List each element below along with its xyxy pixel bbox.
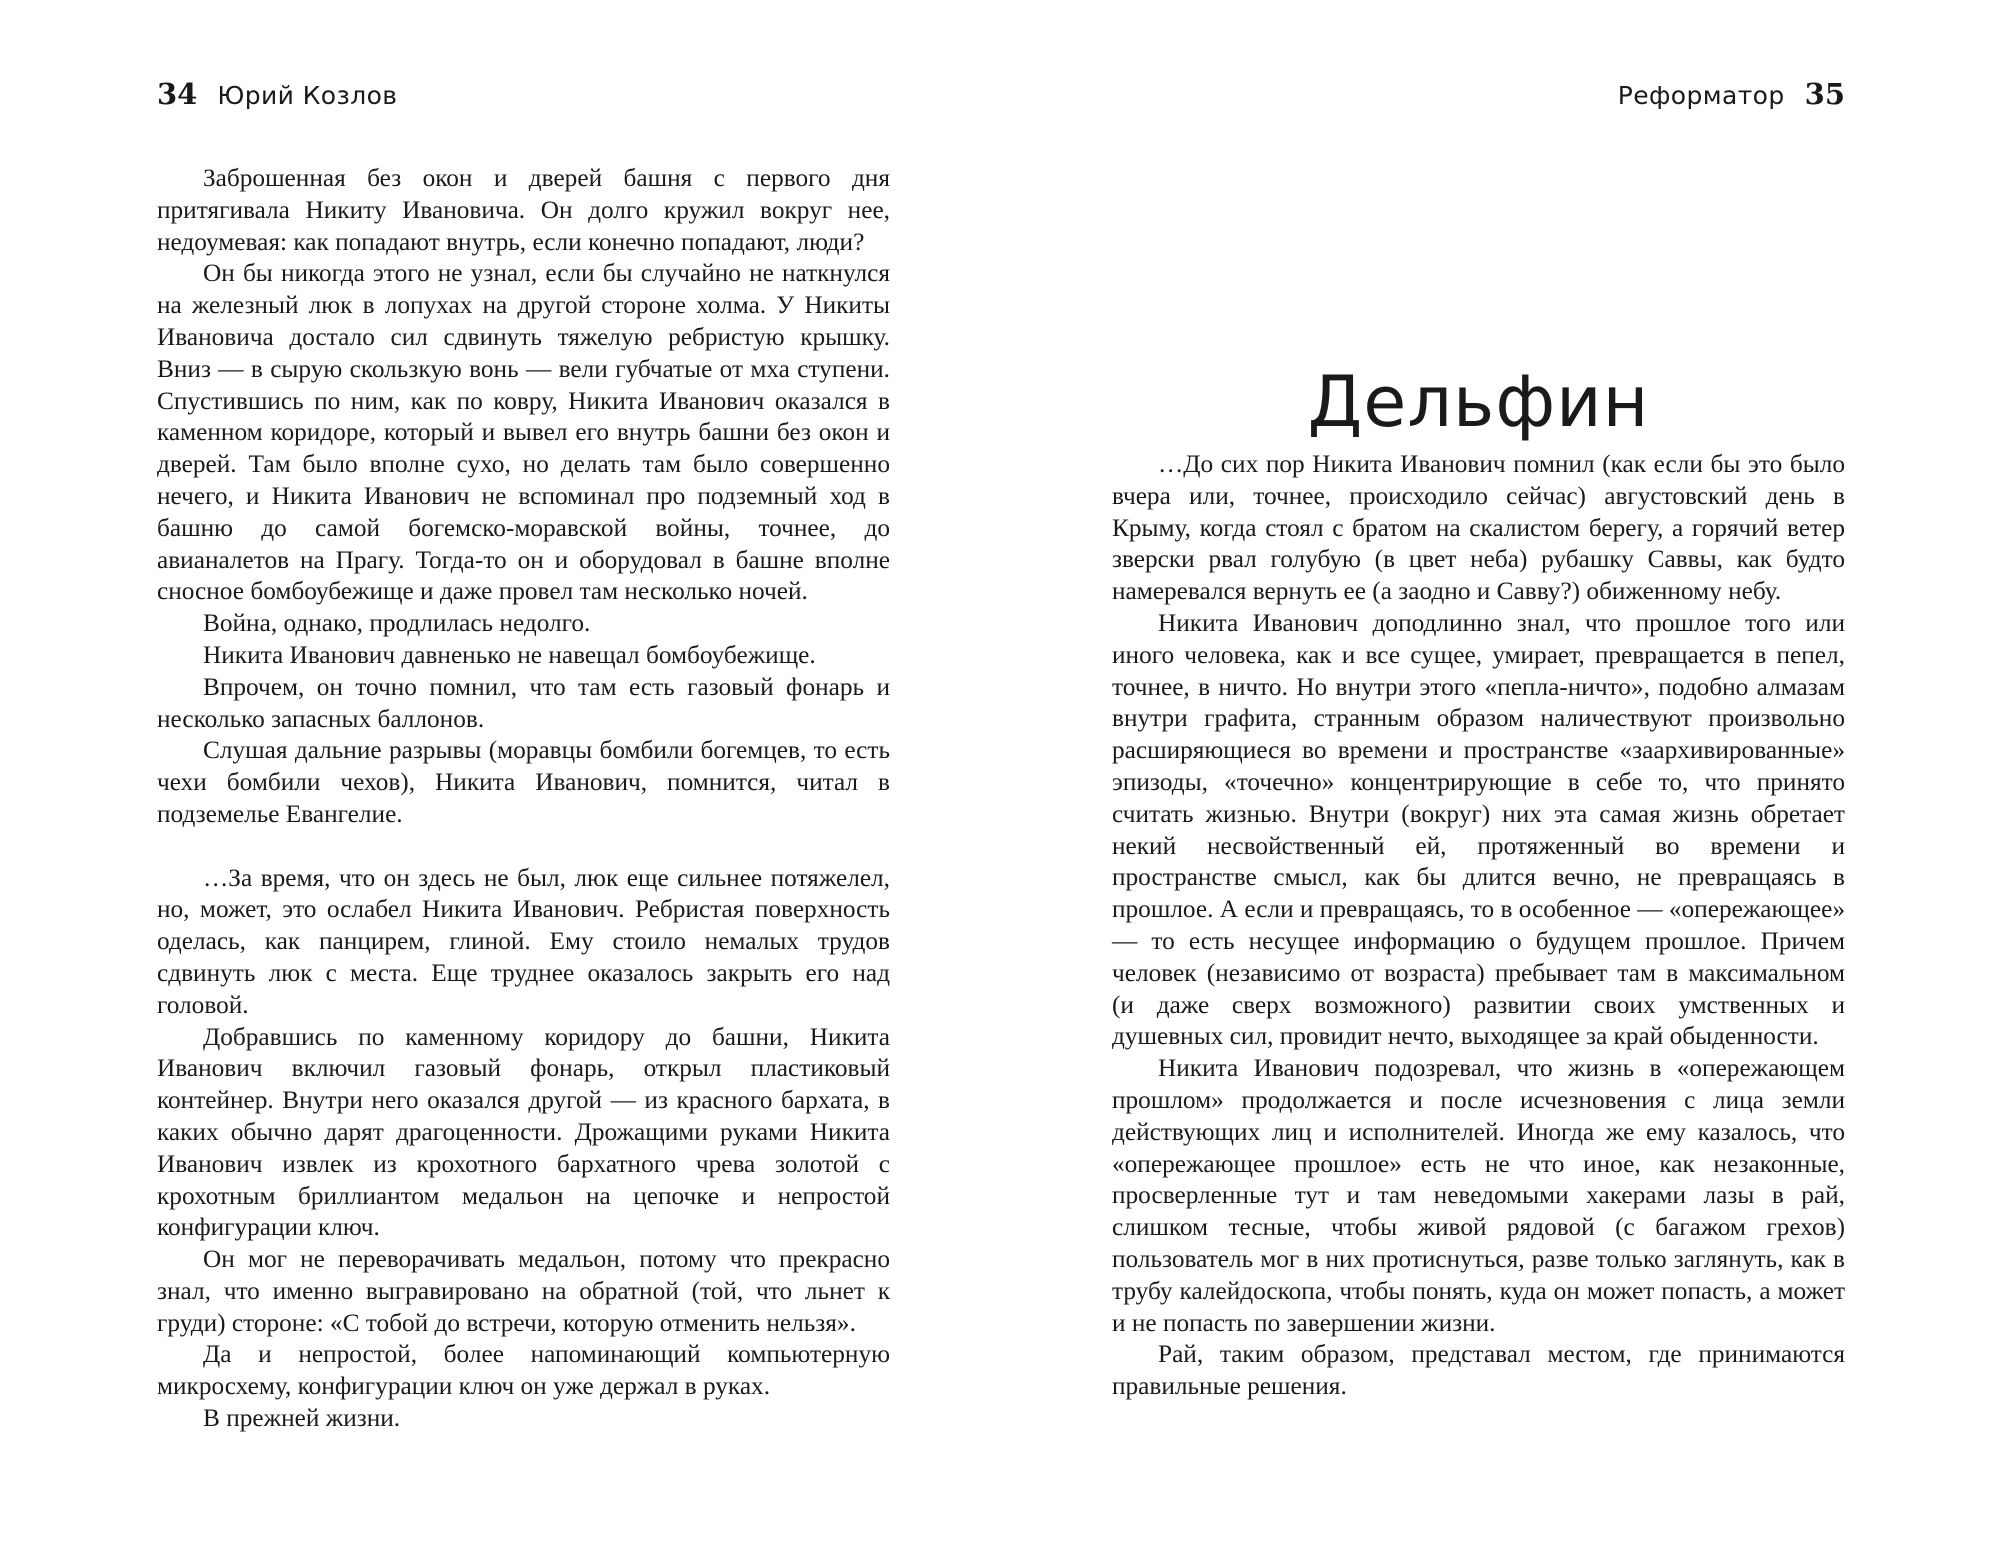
paragraph: Впрочем, он точно помнил, что там есть газовый фонарь и несколько запасных баллонов. [157, 672, 890, 733]
chapter-title: Дельфин [1307, 360, 1650, 443]
right-page [1000, 0, 2000, 1545]
paragraph: Рай, таким образом, представал местом, где принимаются правильные решения. [1112, 1340, 1845, 1401]
page-number: 34 [157, 77, 198, 111]
paragraph: Он бы никогда этого не узнал, если бы случайно не наткнулся на железный люк в лопухах на другой стороне холма. У Никиты Ивановича достало сил сдвинуть тяжелую ребристую крышку. Вниз — в сырую скользкую вонь — вели губчатые от мха ступени. Спустившись по ним, как по ковру, Никита Иванович оказался в каменном коридоре, который и вывел его внутрь башни без окон и дверей. Там было вполне сухо, но делать там было совершенно нечего, и Никита Иванович не вспоминал про подземный ход в башню до самой богемско-моравской войны, точнее, до авианалетов на Прагу. Тогда-то он и оборудовал в башне вполне сносное бомбоубежище и даже провел там несколько ночей. [157, 259, 890, 606]
paragraph: Никита Иванович давненько не навещал бомбоубежище. [203, 640, 816, 669]
paragraph: …До сих пор Никита Иванович помнил (как если бы это было вчера или, точнее, происходило сейчас) августовский день в Крыму, когда стоял с братом на скалистом берегу, а горячий ветер зверски рвал голубую (в цвет неба) рубашку Саввы, как будто намеревался вернуть ее (а заодно и Савву?) обиженному небу. [1112, 450, 1845, 606]
paragraph: Никита Иванович доподлинно знал, что прошлое того или иного человека, как и все сущее, умирает, превращается в пепел, точнее, в ничто. Но внутри этого «пепла-ничто», подобно алмазам внутри графита, странным образом наличествуют произвольно расширяющиеся во времени и пространстве «заархивированные» эпизоды, «точечно» концентрирующие в себе то, что принято считать жизнью. Внутри (вокруг) них эта самая жизнь обретает некий несвойственный ей, протяженный во времени и пространстве смысл, как бы длится вечно, не превращаясь в прошлое. А если и превращаясь, то в особенное — «опережающее» — то есть несущее информацию о будущем прошлое. Причем человек (независимо от возраста) пребывает там в максимальном (и даже сверх возможного) развитии своих умственных и душевных сил, провидит нечто, выходящее за край обыденности. [1112, 608, 1846, 1051]
paragraph: Никита Иванович подозревал, что жизнь в «опережающем прошлом» продолжается и после исчезновения с лица земли действующих лиц и исполнителей. Иногда же ему казалось, что «опережающее прошлое» есть не что иное, как незаконные, просверленные тут и там неведомыми хакерами лазы в рай, слишком тесные, чтобы живой рядовой (с багажом грехов) пользователь мог в них протиснуться, разве только заглянуть, как в трубу калейдоскопа, чтобы понять, куда он может попасть, а может и не попасть по завершении жизни. [1112, 1054, 1845, 1337]
book-title: Реформатор [1617, 81, 1785, 110]
paragraph: Заброшенная без окон и дверей башня с первого дня притягивала Никиту Ивановича. Он долго кружил вокруг нее, недоумевая: как попадают внутрь, если конечно попадают, люди? [157, 164, 890, 256]
left-body-text [157, 163, 890, 1435]
left-running-head [157, 74, 397, 114]
author-name: Юрий Козлов [217, 81, 398, 110]
paragraph: Слушая дальние разрывы (моравцы бомбили богемцев, то есть чехи бомбили чехов), Никита Иванович, помнится, читал в подземелье Евангелие. [157, 736, 890, 828]
right-body-text [1112, 449, 1845, 1403]
right-running-head [1618, 74, 1845, 114]
paragraph: Да и непростой, более напоминающий компьютерную микросхему, конфигурации ключ он уже держал в руках. [157, 1340, 890, 1401]
paragraph: …За время, что он здесь не был, люк еще сильнее потяжелел, но, может, это ослабел Никита Иванович. Ребристая поверхность оделась, как панцирем, глиной. Ему стоило немалых трудов сдвинуть люк с места. Еще труднее оказалось закрыть его над головой. [157, 863, 890, 1019]
paragraph: Он мог не переворачивать медальон, потому что прекрасно знал, что именно выгравировано на обратной (той, что льнет к груди) стороне: «С тобой до встречи, которую отменить нельзя». [157, 1245, 890, 1337]
paragraph: В прежней жизни. [203, 1404, 401, 1433]
paragraph: Война, однако, продлилась недолго. [203, 609, 591, 638]
paragraph: Добравшись по каменному коридору до башни, Никита Иванович включил газовый фонарь, открыл пластиковый контейнер. Внутри него оказался другой — из красного бархата, в каких обычно дарят драгоценности. Дрожащими руками Никита Иванович извлек из крохотного бархатного чрева золотой с крохотным бриллиантом медальон на цепочке и непростой конфигурации ключ. [157, 1022, 890, 1242]
page-number: 35 [1804, 77, 1845, 111]
